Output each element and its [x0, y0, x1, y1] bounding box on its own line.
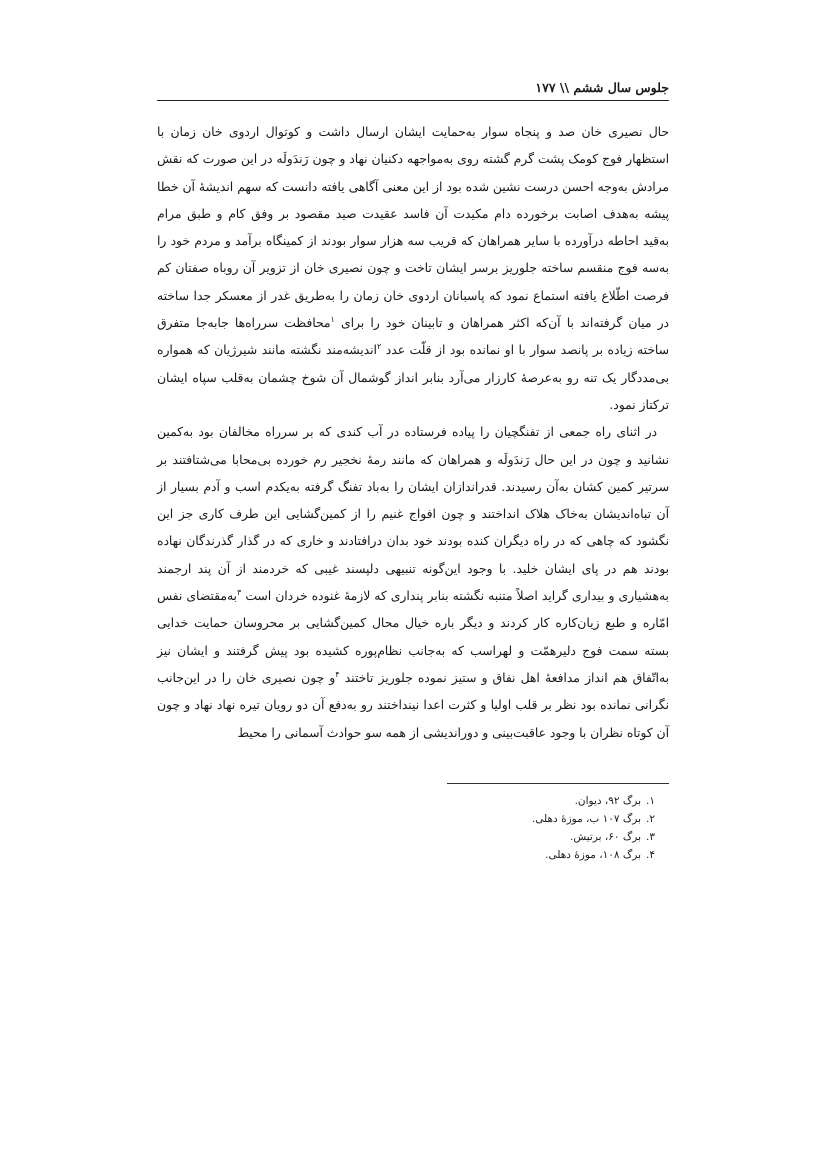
footnotes: [157, 792, 669, 864]
running-title: جلوس سال ششم \\ ۱۷۷: [535, 79, 669, 95]
header-rule: [157, 100, 669, 101]
footnote-rule: [447, 783, 669, 784]
footnote-number: ۳.: [646, 830, 655, 843]
footnote-item: [157, 846, 655, 864]
body-text: [157, 119, 669, 747]
text-run: به‌مقتضای نفس امّاره و طبع زیان‌کاره کار کردند و دیگر باره خیال محال کمین‌گشایی بر محروسان حمایت خدایی بسته سمت فوج دلیرهمّت و لهراسب که به‌جانب نظام‌پوره کشیده بود پیش گرفتند و ایشان نیز به‌اتّفاق هم انداز مدافعهٔ اهل نفاق و ستیز نموده جلوریز تاختند: [157, 589, 669, 685]
running-head: [157, 76, 669, 98]
paragraph-2: [157, 419, 669, 747]
footnote-number: ۱.: [646, 794, 655, 807]
text-run: محافظت سررا‌ه‌ها جابه‌جا متفرق ساخته زیاده بر پانصد سوار با او نمانده بود از قلّت عدد: [157, 316, 669, 358]
footnote-text: برگ ۹۲، دیوان.: [574, 794, 642, 807]
footnote-ref-1: ۱: [330, 314, 335, 324]
footnote-text: برگ ۶۰، برتیش.: [570, 830, 642, 843]
footnote-number: ۲.: [646, 812, 655, 825]
page: [157, 76, 669, 864]
text-run: اندیشه‌مند نگشته مانند شیرژیان که همواره بی‌مددگار یک تنه رو به‌عرصهٔ کارزار می‌آرد بنابر انداز گوشمال آن شوخ چشمان به‌قلب سپاه ایشان ترکتاز نمود.: [157, 343, 669, 412]
paragraph-1: [157, 119, 669, 419]
text-run: در اثنای راه جمعی از تفنگچیان را پیاده فرستاده در آب کندی که بر سرراه مخالفان بود به‌کمین نشانید و چون در این حال رَندَولَه و همراهان که مانند رمهٔ نخجیر رم خورده بی‌محابا می‌شتافتند بر سرتیر کمین کشان به‌آن رسیدند. قدراندازان ایشان را به‌باد تفنگ گرفته به‌یکدم اسب و آدم بسیار از آن تباه‌اندیشان به‌خاک هلاک انداختند و چون افواج غنیم را از کمین‌گشایی این طرف کاری جز این نگشود که چاهی که در راه دیگران کنده بودند خود بدان درافتادند و خاری که در گذار گذرندگان نهاده بودند هم در پای ایشان خلید. با وجود این‌گونه تنبیهی دلپسند غیبی که خردمند از آن پند ارجمند به‌هشیاری و بیداری گراید اصلاً متنبه نگشته بنابر پنداری که لازمهٔ غنوده خردان است: [157, 425, 669, 604]
footnote-item: [157, 810, 655, 828]
text-run: و چون نصیری خان را در این‌جانب نگرانی نمانده بود نظر بر قلب اولیا و کثرت اعدا نینداختند رو به‌دفع آن دو رویان تیره نهاد نهاد و چون آن کوتاه نظران با وجود عاقبت‌بینی و دوراندیشی از همه سو حوادث آسمانی را محیط: [157, 670, 669, 740]
footnote-text: برگ ۱۰۷ ب، موزهٔ دهلی.: [531, 812, 642, 825]
footnote-ref-4: ۴: [335, 669, 340, 679]
footnote-item: [157, 828, 655, 846]
footnote-ref-2: ۲: [376, 342, 382, 352]
footnote-number: ۴.: [646, 848, 655, 861]
footnote-text: برگ ۱۰۸، موزهٔ دهلی.: [545, 848, 642, 861]
footnote-ref-3: ۳: [236, 587, 242, 597]
footnote-item: [157, 792, 655, 810]
text-run: حال نصیری خان صد و پنجاه سوار به‌حمایت ایشان ارسال داشت و کوتوال اردوی خان زمان با استظهار فوج کومک پشت گرم گشته روی به‌مواجهه دکنیان نهاد و چون رَندَولَه در این صورت که نقش مرادش به‌وجه احسن درست نشین شده بود از این معنی آگاهی یافته دانست که سهم اندیشهٔ آن خطا پیشه به‌هدف اصابت برخورده دام مکیدت آن فاسد عقیدت صید مقصود بر وفق کام و طبق مرام به‌قید احاطه درآورده با سایر همراهان که قریب سه هزار سوار بودند از کمینگاه برآمد و مردم خود را به‌سه فوج منقسم ساخته جلوریز برسر ایشان تاخت و چون نصیری خان از تزویر آن روباه صفتان کم فرصت اطّلاع یافته استماع نمود که پاسبانان اردوی خان زمان را به‌طریق غدر از معسکر جدا ساخته در میان گرفته‌اند با آن‌که اکثر همراهان و تابینان خود را برای: [157, 125, 669, 331]
